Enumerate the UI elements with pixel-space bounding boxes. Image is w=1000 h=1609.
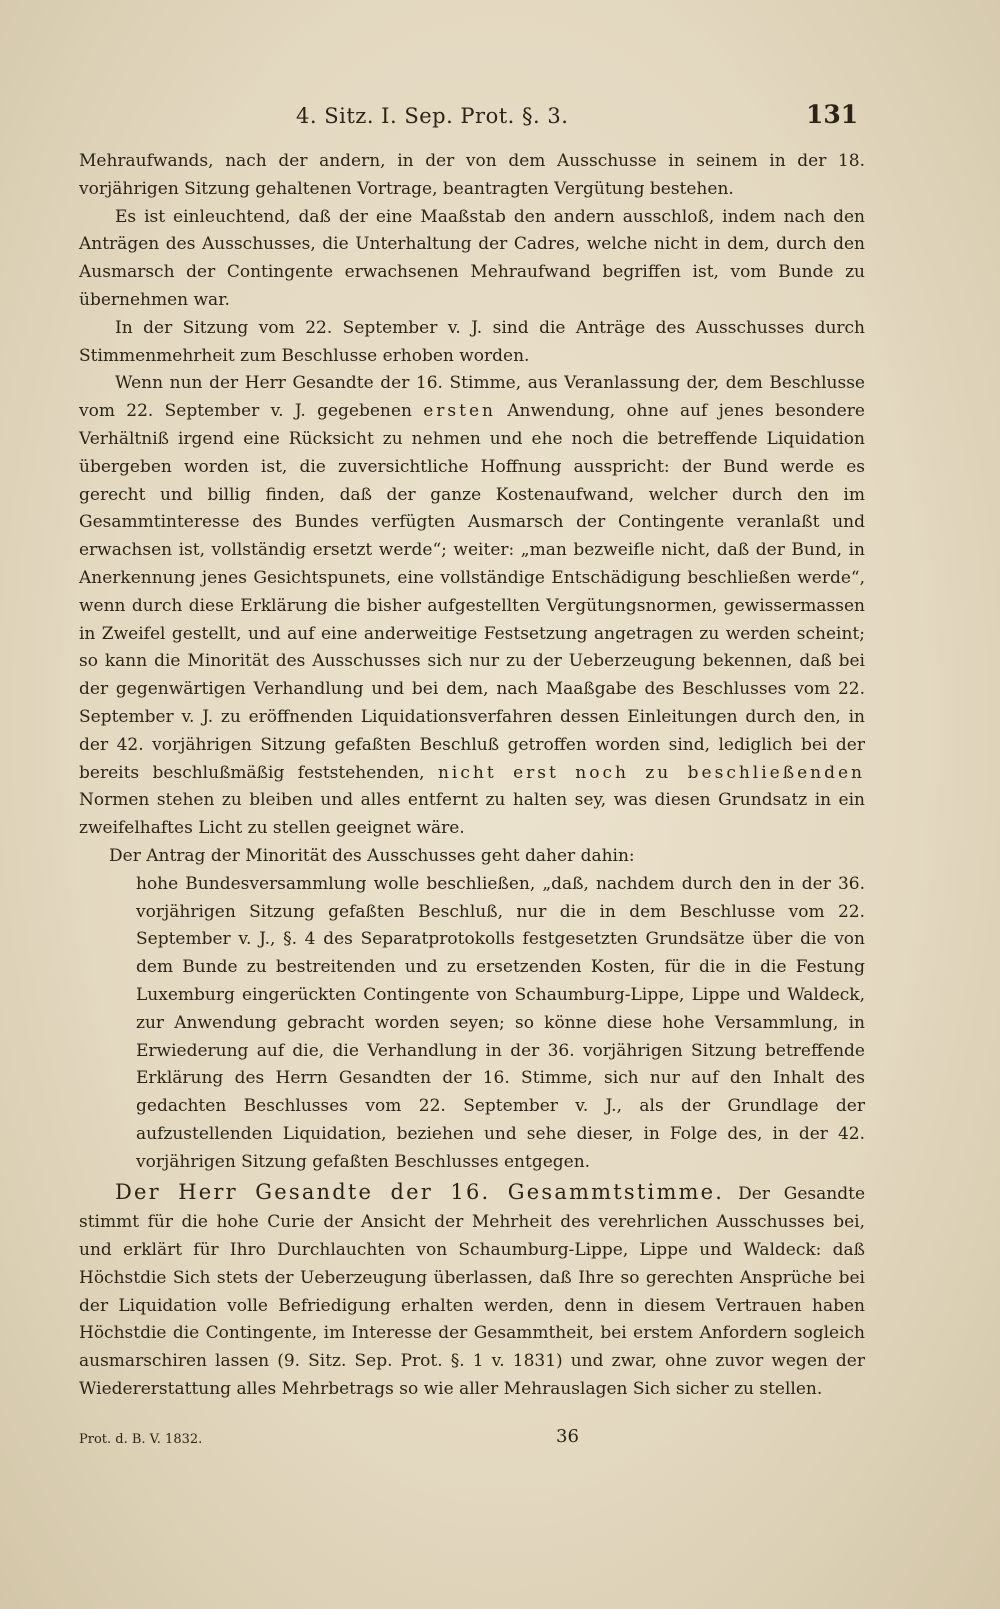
page-body — [79, 148, 865, 1404]
motion-intro: Der Antrag der Minorität des Ausschusses geht daher dahin: — [109, 845, 635, 866]
paragraph-1: Mehraufwands, nach der andern, in der von dem Ausschusse in seinem in der 18. vorjährigen Sitzung gehaltenen Vortrage, beantragten Vergütung bestehen. — [79, 151, 865, 199]
speaker-heading: Der Herr Gesandte der 16. Gesammtstimme. — [115, 1180, 725, 1205]
motion-text: hohe Bundesversammlung wolle beschließen, „daß, nachdem durch den in der 36. vorjährigen Sitzung gefaßten Beschluß, nur die in dem Beschlusse vom 22. September v. J., §. 4 des Separatprotokolls festgesetzten Grundsätze über die von dem Bunde zu bestreitenden und zu ersetzenden Kosten, für die in die Festung Luxemburg eingerückten Contingente von Schaumburg-Lippe, Lippe und Waldeck, zur Anwendung gebracht worden seyen; so könne diese hohe Versammlung, in Erwiederung auf die, die Verhandlung in der 36. vorjährigen Sitzung betreffende Erklärung des Herrn Gesandten der 16. Stimme, sich nur auf den Inhalt des gedachten Beschlusses vom 22. September v. J., als der Grundlage der aufzustellenden Liquidation, beziehen und sehe dieser, in Folge des, in der 42. vorjährigen Sitzung gefaßten Beschlusses entgegen. — [136, 873, 865, 1172]
paragraph-4-part-a: Wenn nun der Herr Gesandte der 16. Stimme, aus Veranlassung der, dem Beschlusse vom 22. September v. J. gegebenen — [79, 373, 865, 422]
page-footer — [79, 1426, 865, 1450]
minority-motion — [79, 843, 865, 1177]
paragraph-4 — [79, 370, 865, 843]
page-number: 131 — [806, 100, 859, 129]
running-head: 4. Sitz. I. Sep. Prot. §. 3. — [296, 104, 569, 128]
print-signature: Prot. d. B. V. 1832. — [79, 1432, 203, 1447]
paragraph-4-part-e: Normen stehen zu bleiben und alles entfernt zu halten sey, was diesen Grundsatz in ein zweifelhaftes Licht zu stellen geeignet wäre. — [79, 790, 865, 839]
vote-text: Der Gesandte stimmt für die hohe Curie der Ansicht der Mehrheit des verehrlichen Ausschusses bei, und erklärt für Ihro Durchlauchten von Schaumburg-Lippe, Lippe und Waldeck: daß Höchstdie Sich stets der Ueberzeugung überlassen, daß Ihre so gerechten Ansprüche bei der Liquidation volle Befriedigung erhalten werden, denn in diesem Vertrauen haben Höchstdie die Contingente, im Interesse der Gesammtheit, bei erstem Anfordern sogleich ausmarschiren lassen (9. Sitz. Sep. Prot. §. 1 v. 1831) und zwar, ohne zuvor wegen der Wiedererstattung alles Mehrbetrags so wie aller Mehrauslagen Sich sicher zu stellen. — [79, 1184, 865, 1400]
sheet-number: 36 — [556, 1426, 579, 1447]
paragraph-4-emphasis-nicht-erst: nicht erst noch zu beschließenden — [437, 762, 865, 783]
paragraph-4-part-c: Anwendung, ohne auf jenes besondere Verhältniß irgend eine Rücksicht zu nehmen und ehe noch die betreffende Liquidation übergeben worden ist, die zuversichtliche Hoffnung ausspricht: der Bund werde es gerecht und billig finden, daß der ganze Kostenaufwand, welcher durch den im Gesammtinteresse des Bundes verfügten Ausmarsch der Contingente veranlaßt und erwachsen ist, vollständig ersetzt werde“; weiter: „man bezweifle nicht, daß der Bund, in Anerkennung jenes Gesichtspunets, eine vollständige Entschädigung beschließen werde“, wenn durch diese Erklärung die bisher aufgestellten Vergütungsnormen, gewissermassen in Zweifel gestellt, und auf eine anderweitige Festsetzung angetragen zu werden scheint; so kann die Minorität des Ausschusses sich nur zu der Ueberzeugung bekennen, daß bei der gegenwärtigen Verhandlung und bei dem, nach Maaßgabe des Beschlusses vom 22. September v. J. zu eröffnenden Liquidationsverfahren dessen Einleitungen durch den, in der 42. vorjährigen Sitzung gefaßten Beschluß getroffen worden sind, lediglich bei der bereits beschlußmäßig feststehenden, — [79, 401, 865, 783]
paragraph-3: In der Sitzung vom 22. September v. J. sind die Anträge des Ausschusses durch Stimmenmehrheit zum Beschlusse erhoben worden. — [79, 317, 865, 366]
paragraph-2: Es ist einleuchtend, daß der eine Maaßstab den andern ausschloß, indem nach den Anträgen des Ausschusses, die Unterhaltung der Cadres, welche nicht in dem, durch den Ausmarsch der Contingente erwachsenen Mehraufwand begriffen ist, vom Bunde zu übernehmen war. — [79, 206, 865, 310]
page-header — [0, 100, 1000, 144]
paragraph-4-emphasis-ersten: ersten — [423, 401, 496, 422]
vote-16th-curia — [79, 1179, 865, 1403]
